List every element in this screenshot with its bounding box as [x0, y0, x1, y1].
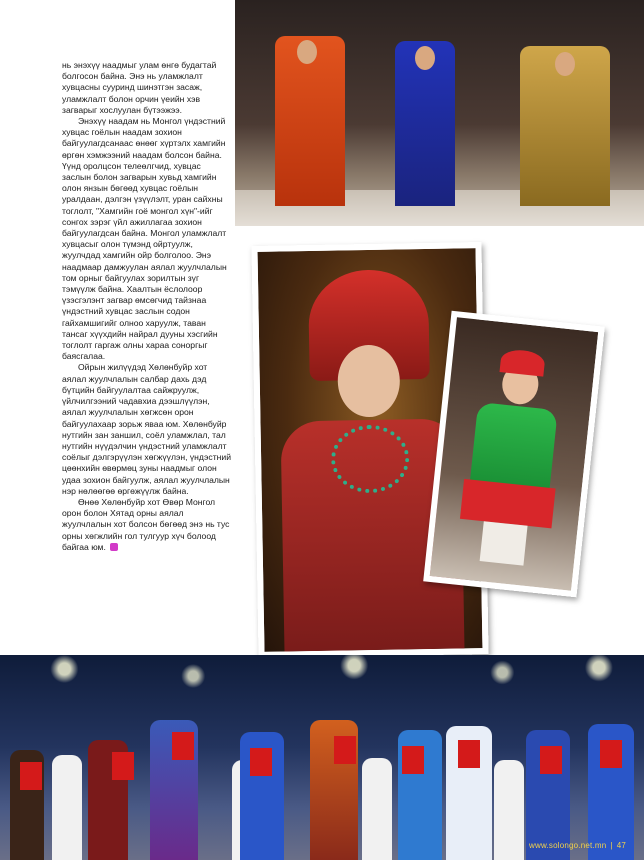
- website-url[interactable]: www.solongo.net.mn: [528, 841, 607, 850]
- stage-lights: [0, 655, 644, 725]
- certificate: [458, 740, 480, 768]
- certificate: [540, 746, 562, 774]
- certificate: [600, 740, 622, 768]
- article-paragraph-4-text: Өнөө Хөлөнбуйр хот Өвөр Монгол орон болон Хятад орны аялал жуулчлалын хот болсон бөгөөд энэ нь тус орны хөгжлийн гол тулгуур хүч болоод байгаа юм.: [62, 496, 230, 552]
- model-head: [297, 40, 317, 64]
- runway-models-photo: [235, 0, 644, 226]
- face: [337, 344, 400, 417]
- certificate: [402, 746, 424, 774]
- child-costume-photo: [423, 311, 605, 598]
- page-footer: [529, 841, 626, 850]
- participant: [52, 755, 82, 860]
- certificate: [112, 752, 134, 780]
- award-ceremony-photo: [0, 655, 644, 860]
- certificate: [172, 732, 194, 760]
- article-paragraph-3: Ойрын жилүүдэд Хөлөнбуйр хот аялал жуулчлалын салбар дахь дэд бүтцийн байгуулалтаа сайжруулж, үйлчилгээний чадавхиа дээшлүүлэн, аялал жуулчлалын хөгжсөн орон байгуулахаар зорьж явaa юм. Хөлөнбуйр нутгийн зан заншил, соёл уламжлал, тал нутгийн нүүдэлчин үндэстний уламжлалт соёлыг дэлгэрүүлэн хөгжүүлэн, үндэстний цөөнхийн өвөрмөц зуны наадмыг олон удаа зохион байгуулж, аялал жуулчлалын нэр нөлөөгөө өргөжүүлж байна.: [62, 362, 232, 496]
- article-end-icon: [110, 543, 118, 551]
- child-hat: [499, 348, 545, 376]
- child-red-skirt: [460, 479, 556, 528]
- model-head: [415, 46, 435, 70]
- article-paragraph-4: [62, 497, 232, 553]
- certificate: [334, 736, 356, 764]
- model-head: [555, 52, 575, 76]
- article-paragraph-2: Энэхүү наадам нь Монгол үндэстний хувцас гоёлын наадам зохион байгуулагдсанаас өнөөг хүртэлх хамгийн өргөн хэмжээний наадам болсон байна. Үүнд оролцсон телеөлгчид, хувцас заслын болон загварын хувьд хамгийн олон янзын бөгөөд хувцас гоёлын уралдаан, дэлгэн үзүүлэлт, уран сайхны тоглолт, "Хамгийн гоё монгол хүн"-ийг сонгох зэрэг үйл ажиллагаа зохион байгуулагдсан байна. Монгол уламжлалт хувцасыг олон түмэнд ойртуулж, жуулчдад хамгийн ойр болголоо. Энэ наадмаар дамжуулан аялал жуулчлалын том орныг байгуулах зорилтын зүг тэмүүлж байна. Хаалтын ёслолоор үзэсгэлэнт загвар өмсөгчид тайзнаа үндэстний хувцас заслын содон гайхамшигийг олноо харуулж, таван тансаг хүүхдийн найрал дууны хэсгийн тоглолт гаргаж олны хараа соноргыг баясгалаа.: [62, 116, 227, 362]
- footer-separator: |: [610, 841, 613, 850]
- certificate: [20, 762, 42, 790]
- article-paragraph-1: нь энэхүү наадмыг улам өнгө будагтай болгосон байна. Энэ нь уламжлалт хувцасны сууринд шинэтгэн засаж, уламжлалт болон орчин үеийн хэв загварыг хослуулан бүтээжээ.: [62, 60, 217, 115]
- page-number: 47: [616, 841, 626, 850]
- certificate: [250, 748, 272, 776]
- article-text-column: [62, 60, 232, 553]
- participant: [362, 758, 392, 860]
- child-white-boots: [480, 521, 528, 565]
- participant: [494, 760, 524, 860]
